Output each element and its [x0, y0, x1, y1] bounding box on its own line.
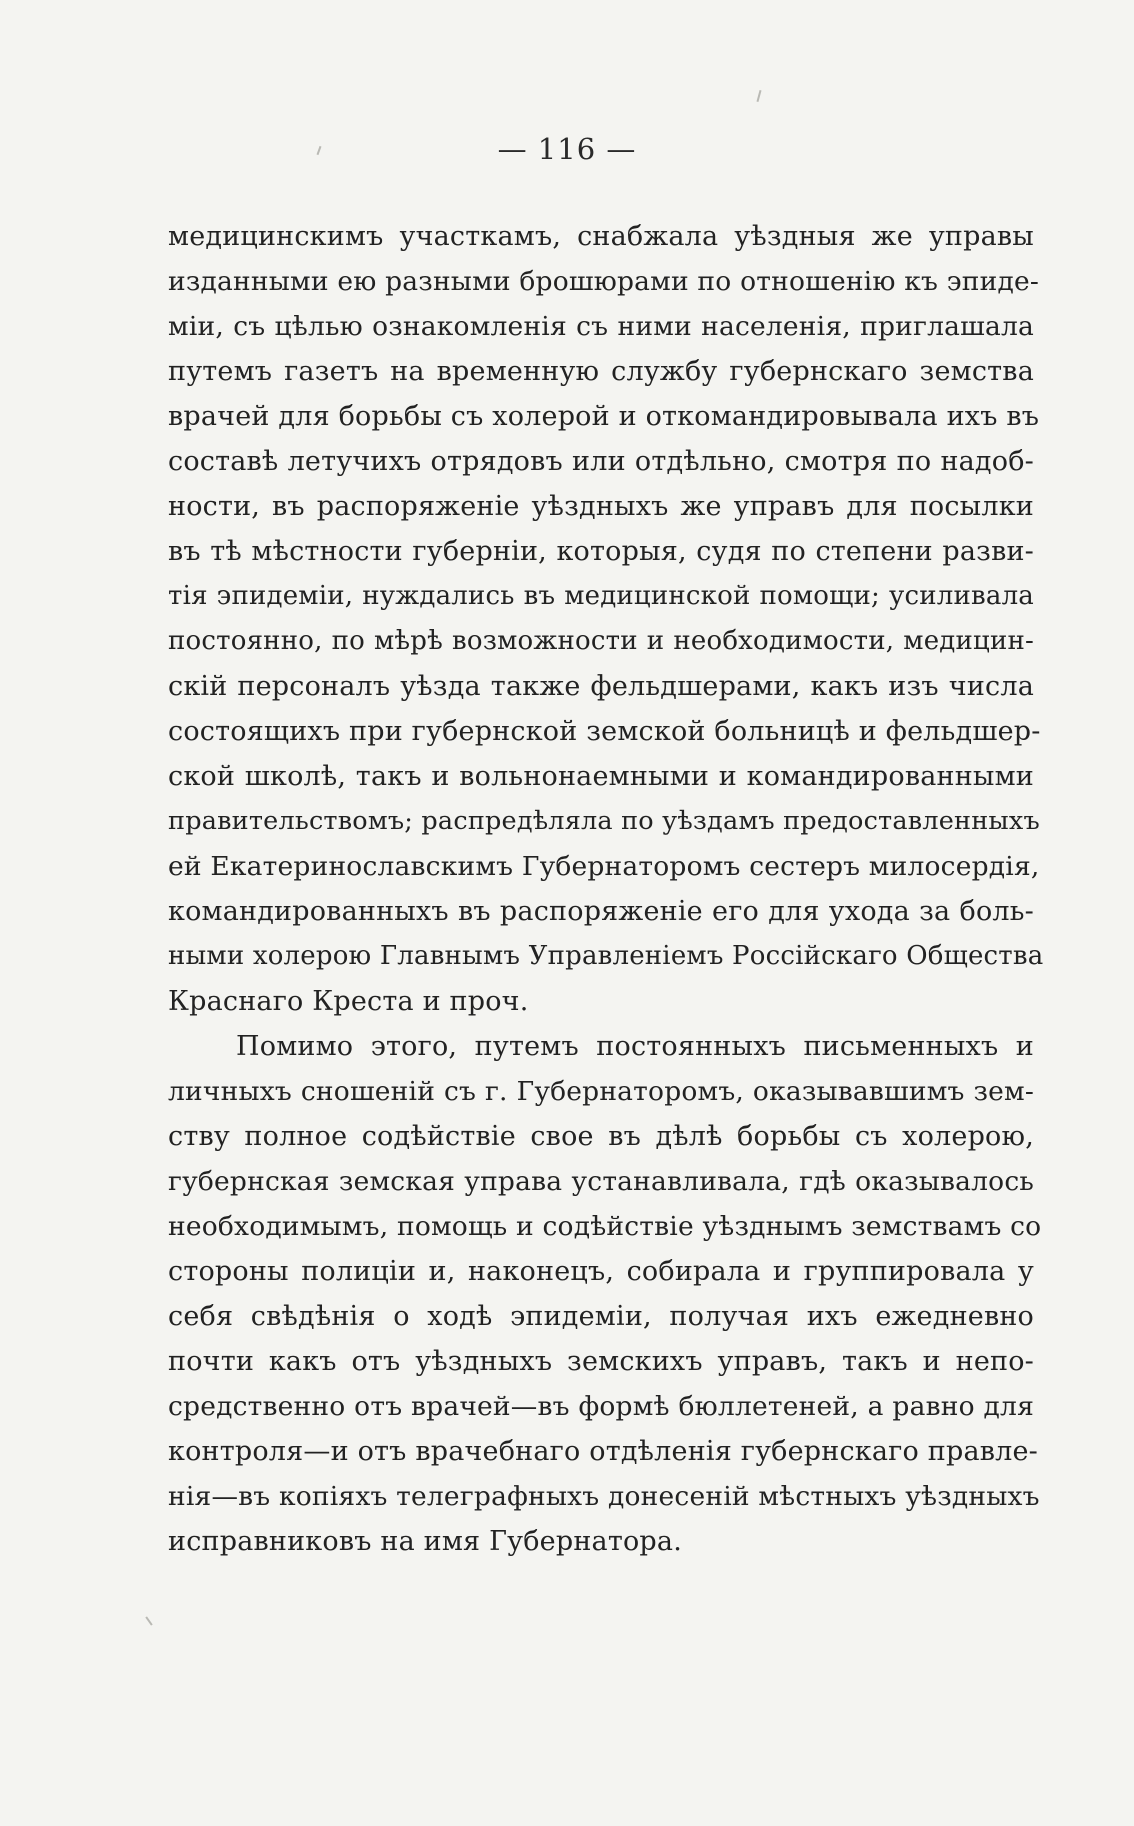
text-line: тія эпидеміи, нуждались въ медицинской помощи; усиливала [168, 581, 1034, 611]
text-line: постоянно, по мѣрѣ возможности и необходимости, медицин- [168, 626, 1034, 656]
text-line: личныхъ сношеній съ г. Губернаторомъ, оказывавшимъ зем- [168, 1076, 1034, 1107]
text-line: исправниковъ на имя Губернатора. [168, 1526, 682, 1557]
text-line: ными холерою Главнымъ Управленіемъ Россійскаго Общества [168, 941, 1044, 971]
text-line: изданными ею разными брошюрами по отношенію къ эпиде- [168, 266, 1040, 297]
text-line: стороны полиціи и, наконецъ, собирала и группировала у [168, 1256, 1034, 1287]
text-line: нія—въ копіяхъ телеграфныхъ донесеній мѣстныхъ уѣздныхъ [168, 1481, 1040, 1512]
text-line: губернская земская управа устанавливала, гдѣ оказывалось [168, 1166, 1034, 1197]
text-line: контроля—и отъ врачебнаго отдѣленія губернскаго правле- [168, 1436, 1038, 1467]
text-line: врачей для борьбы съ холерой и откомандировывала ихъ въ [168, 401, 1040, 432]
text-line: необходимымъ, помощь и содѣйствіе уѣзднымъ земствамъ со [168, 1211, 1042, 1242]
text-line: средственно отъ врачей—въ формѣ бюллетеней, а равно для [168, 1391, 1034, 1422]
text-line: скій персоналъ уѣзда также фельдшерами, какъ изъ числа [168, 671, 1034, 702]
text-line: составѣ летучихъ отрядовъ или отдѣльно, смотря по надоб- [168, 446, 1034, 477]
page-number: — 116 — [497, 132, 637, 166]
text-line: въ тѣ мѣстности губерніи, которыя, судя по степени разви- [168, 536, 1034, 567]
text-line: ности, въ распоряженіе уѣздныхъ же управъ для посылки [168, 491, 1034, 522]
text-line: правительствомъ; распредѣляла по уѣздамъ предоставленныхъ [168, 806, 1040, 836]
paper-speck [145, 1616, 152, 1625]
paper-speck [756, 90, 761, 102]
text-line: путемъ газетъ на временную службу губернскаго земства [168, 356, 1034, 387]
text-line: почти какъ отъ уѣздныхъ земскихъ управъ, такъ и непо- [168, 1346, 1034, 1377]
text-line: состоящихъ при губернской земской больницѣ и фельдшер- [168, 716, 1041, 747]
body-text [168, 214, 1044, 1564]
text-line: командированныхъ въ распоряженіе его для ухода за боль- [168, 896, 1034, 927]
text-line: медицинскимъ участкамъ, снабжала уѣздныя же управы [168, 221, 1034, 252]
text-line: ской школѣ, такъ и вольнонаемными и командированными [168, 761, 1034, 792]
text-line: Помимо этого, путемъ постоянныхъ письменныхъ и [236, 1031, 1034, 1062]
text-line: міи, съ цѣлью ознакомленія съ ними населенія, приглашала [168, 311, 1034, 342]
text-line: ству полное содѣйствіе свое въ дѣлѣ борьбы съ холерою, [168, 1121, 1034, 1152]
text-line: Краснаго Креста и проч. [168, 986, 529, 1017]
text-line: ей Екатеринославскимъ Губернаторомъ сестеръ милосердія, [168, 851, 1040, 882]
text-line: себя свѣдѣнія о ходѣ эпидеміи, получая ихъ ежедневно [168, 1301, 1034, 1332]
